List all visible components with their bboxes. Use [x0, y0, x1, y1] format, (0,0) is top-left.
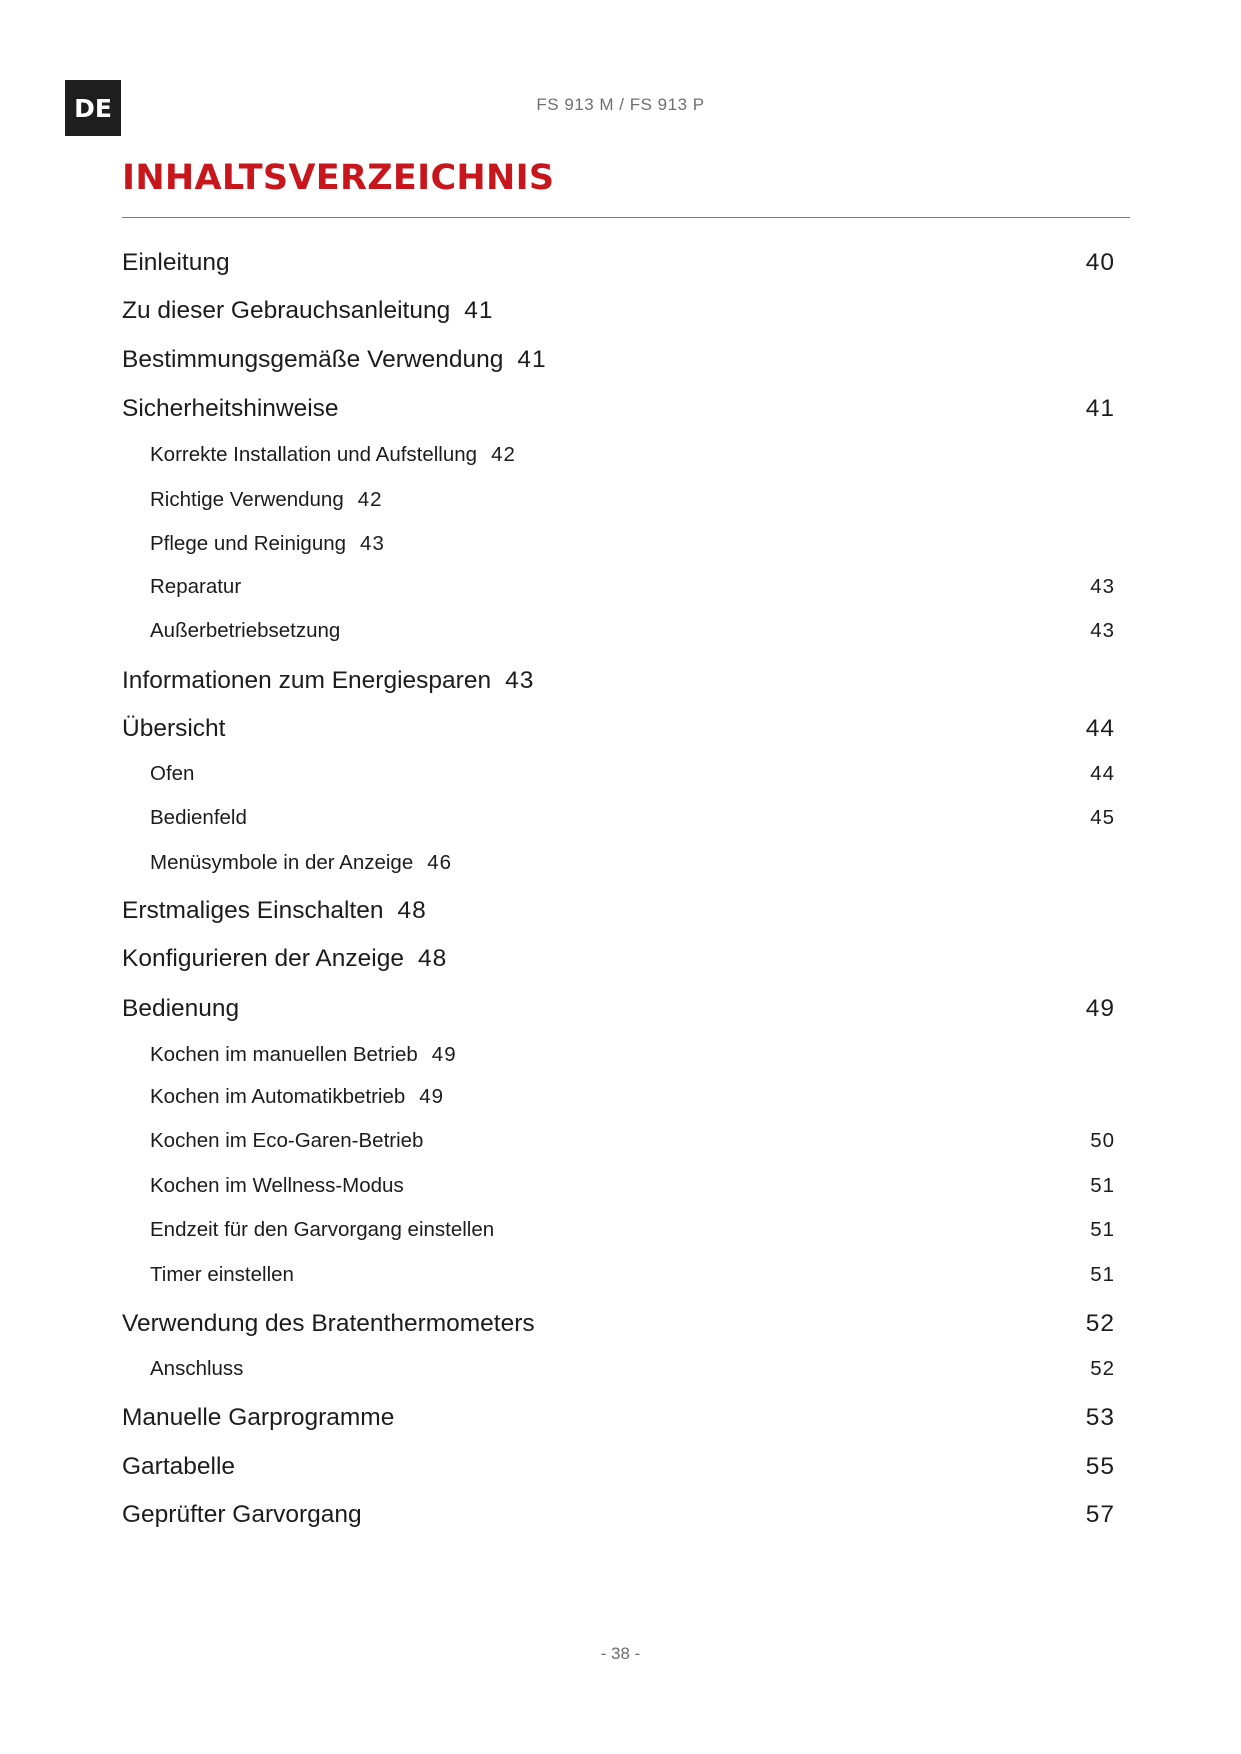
toc-entry[interactable] [0, 1166, 1241, 1206]
toc-entry[interactable] [0, 1035, 1241, 1075]
toc-entry-title: Gartabelle [122, 1453, 236, 1480]
toc-entry[interactable] [0, 989, 1241, 1029]
toc-entry-title: Reparatur [150, 575, 242, 598]
toc-entry-page-inline: 49 [419, 1085, 445, 1108]
toc-entry[interactable] [0, 1447, 1241, 1487]
page-number: - 38 - [600, 1644, 641, 1663]
toc-entry-label [150, 1035, 457, 1075]
toc-entry-label [150, 1255, 294, 1295]
toc-entry-label [150, 1166, 404, 1206]
toc-entry[interactable] [0, 389, 1241, 429]
toc-entry-label [150, 1121, 423, 1161]
toc-entry-title: Übersicht [122, 715, 226, 742]
toc-entry[interactable] [0, 1304, 1241, 1344]
toc-entry-page: 51 [1090, 1218, 1115, 1241]
toc-entry[interactable] [0, 1398, 1241, 1438]
toc-entry-label [122, 243, 230, 283]
toc-entry-page: 44 [1090, 762, 1115, 785]
toc-entry-label [122, 340, 547, 380]
toc-entry-title: Verwendung des Bratenthermometers [122, 1310, 535, 1337]
toc-entry-page-inline: 42 [357, 488, 383, 511]
toc-entry-title: Geprüfter Garvorgang [122, 1501, 362, 1528]
toc-entry-title: Timer einstellen [150, 1263, 294, 1286]
toc-entry-label [122, 1447, 235, 1487]
toc-entry-label [122, 291, 494, 331]
toc-entry[interactable] [0, 661, 1241, 701]
toc-entry-title: Bedienfeld [150, 806, 247, 829]
toc-entry-label [122, 661, 534, 701]
toc-entry-title: Menüsymbole in der Anzeige [150, 851, 414, 874]
toc-entry[interactable] [0, 1121, 1241, 1161]
page-title: INHALTSVERZEICHNIS [122, 158, 555, 198]
toc-entry-title: Kochen im Wellness-Modus [150, 1174, 404, 1197]
toc-entry[interactable] [0, 243, 1241, 283]
toc-entry-title: Manuelle Garprogramme [122, 1404, 395, 1431]
toc-entry-label [150, 567, 241, 607]
toc-entry[interactable] [0, 524, 1241, 564]
toc-entry-page-inline: 49 [431, 1043, 457, 1066]
toc-entry-page: 51 [1090, 1174, 1115, 1197]
model-number: FS 913 M / FS 913 P [536, 95, 705, 114]
toc-entry-page-inline: 43 [360, 532, 385, 555]
toc-entry-label [122, 1304, 535, 1344]
toc-entry-title: Korrekte Installation und Aufstellung [150, 443, 478, 466]
toc-entry[interactable] [0, 1495, 1241, 1535]
toc-entry[interactable] [0, 891, 1241, 931]
toc-entry[interactable] [0, 1210, 1241, 1250]
toc-entry-page-inline: 42 [491, 443, 516, 466]
title-divider [122, 217, 1130, 218]
toc-entry[interactable] [0, 939, 1241, 979]
toc-entry-title: Informationen zum Energiesparen [122, 667, 492, 694]
toc-entry-page-inline: 48 [417, 945, 448, 972]
toc-entry-title: Anschluss [150, 1357, 244, 1380]
toc-entry-page: 51 [1090, 1263, 1115, 1286]
toc-entry-page: 52 [1090, 1357, 1115, 1380]
toc-entry-label [122, 939, 447, 979]
toc-entry-title: Bestimmungsgemäße Verwendung [122, 346, 504, 373]
toc-entry-title: Konfigurieren der Anzeige [122, 945, 404, 972]
toc-entry-label [122, 709, 225, 749]
toc-entry-page: 49 [1085, 995, 1115, 1022]
toc-entry-label [150, 524, 385, 564]
toc-entry-title: Ofen [150, 762, 195, 785]
toc-entry-page-inline: 43 [505, 667, 535, 694]
toc-entry-title: Einleitung [122, 249, 230, 276]
toc-entry-label [150, 1077, 444, 1117]
toc-entry[interactable] [0, 1349, 1241, 1389]
toc-entry-title: Pflege und Reinigung [150, 532, 347, 555]
toc-entry-title: Richtige Verwendung [150, 488, 344, 511]
toc-entry[interactable] [0, 567, 1241, 607]
toc-entry-title: Kochen im manuellen Betrieb [150, 1043, 418, 1066]
toc-entry-label [122, 389, 339, 429]
toc-entry[interactable] [0, 611, 1241, 651]
toc-entry-label [150, 843, 452, 883]
toc-entry[interactable] [0, 480, 1241, 520]
toc-entry-label [150, 754, 194, 794]
toc-entry-label [122, 989, 239, 1029]
toc-entry[interactable] [0, 754, 1241, 794]
toc-entry-label [150, 480, 383, 520]
toc-entry-page: 43 [1090, 575, 1115, 598]
toc-entry-label [122, 1495, 362, 1535]
toc-entry-title: Erstmaliges Einschalten [122, 897, 384, 924]
language-badge: DE [65, 80, 121, 136]
toc-entry-page: 44 [1085, 715, 1115, 742]
toc-entry-label [150, 1349, 243, 1389]
toc-entry-label [150, 435, 516, 475]
toc-entry[interactable] [0, 843, 1241, 883]
toc-entry-page: 53 [1085, 1404, 1115, 1431]
toc-entry-page-inline: 41 [464, 297, 494, 324]
toc-entry-page: 43 [1090, 619, 1115, 642]
toc-entry[interactable] [0, 1255, 1241, 1295]
toc-entry-label [150, 798, 247, 838]
toc-entry-label [122, 1398, 394, 1438]
toc-entry-title: Außerbetriebsetzung [150, 619, 341, 642]
toc-entry-page-inline: 46 [427, 851, 453, 874]
toc-entry-page: 45 [1090, 806, 1115, 829]
toc-entry-label [150, 1210, 494, 1250]
toc-entry-page-inline: 48 [397, 897, 427, 924]
toc-entry[interactable] [0, 709, 1241, 749]
toc-entry[interactable] [0, 291, 1241, 331]
toc-entry[interactable] [0, 435, 1241, 475]
toc-entry-page: 50 [1090, 1129, 1115, 1152]
toc-entry-title: Bedienung [122, 995, 240, 1022]
toc-entry-page: 40 [1085, 249, 1115, 276]
toc-entry-page: 55 [1085, 1453, 1115, 1480]
toc-entry-label [122, 891, 427, 931]
toc-entry-title: Zu dieser Gebrauchsanleitung [122, 297, 451, 324]
toc-entry-page: 41 [1085, 395, 1115, 422]
toc-entry-label [150, 611, 340, 651]
toc-entry[interactable] [0, 798, 1241, 838]
toc-entry[interactable] [0, 1077, 1241, 1117]
toc-entry-title: Sicherheitshinweise [122, 395, 339, 422]
toc-entry-title: Kochen im Eco-Garen-Betrieb [150, 1129, 424, 1152]
toc-entry[interactable] [0, 340, 1241, 380]
toc-entry-page: 57 [1085, 1501, 1115, 1528]
toc-entry-page-inline: 41 [517, 346, 547, 373]
toc-entry-page: 52 [1085, 1310, 1115, 1337]
toc-entry-title: Kochen im Automatikbetrieb [150, 1085, 406, 1108]
toc-entry-title: Endzeit für den Garvorgang einstellen [150, 1218, 495, 1241]
